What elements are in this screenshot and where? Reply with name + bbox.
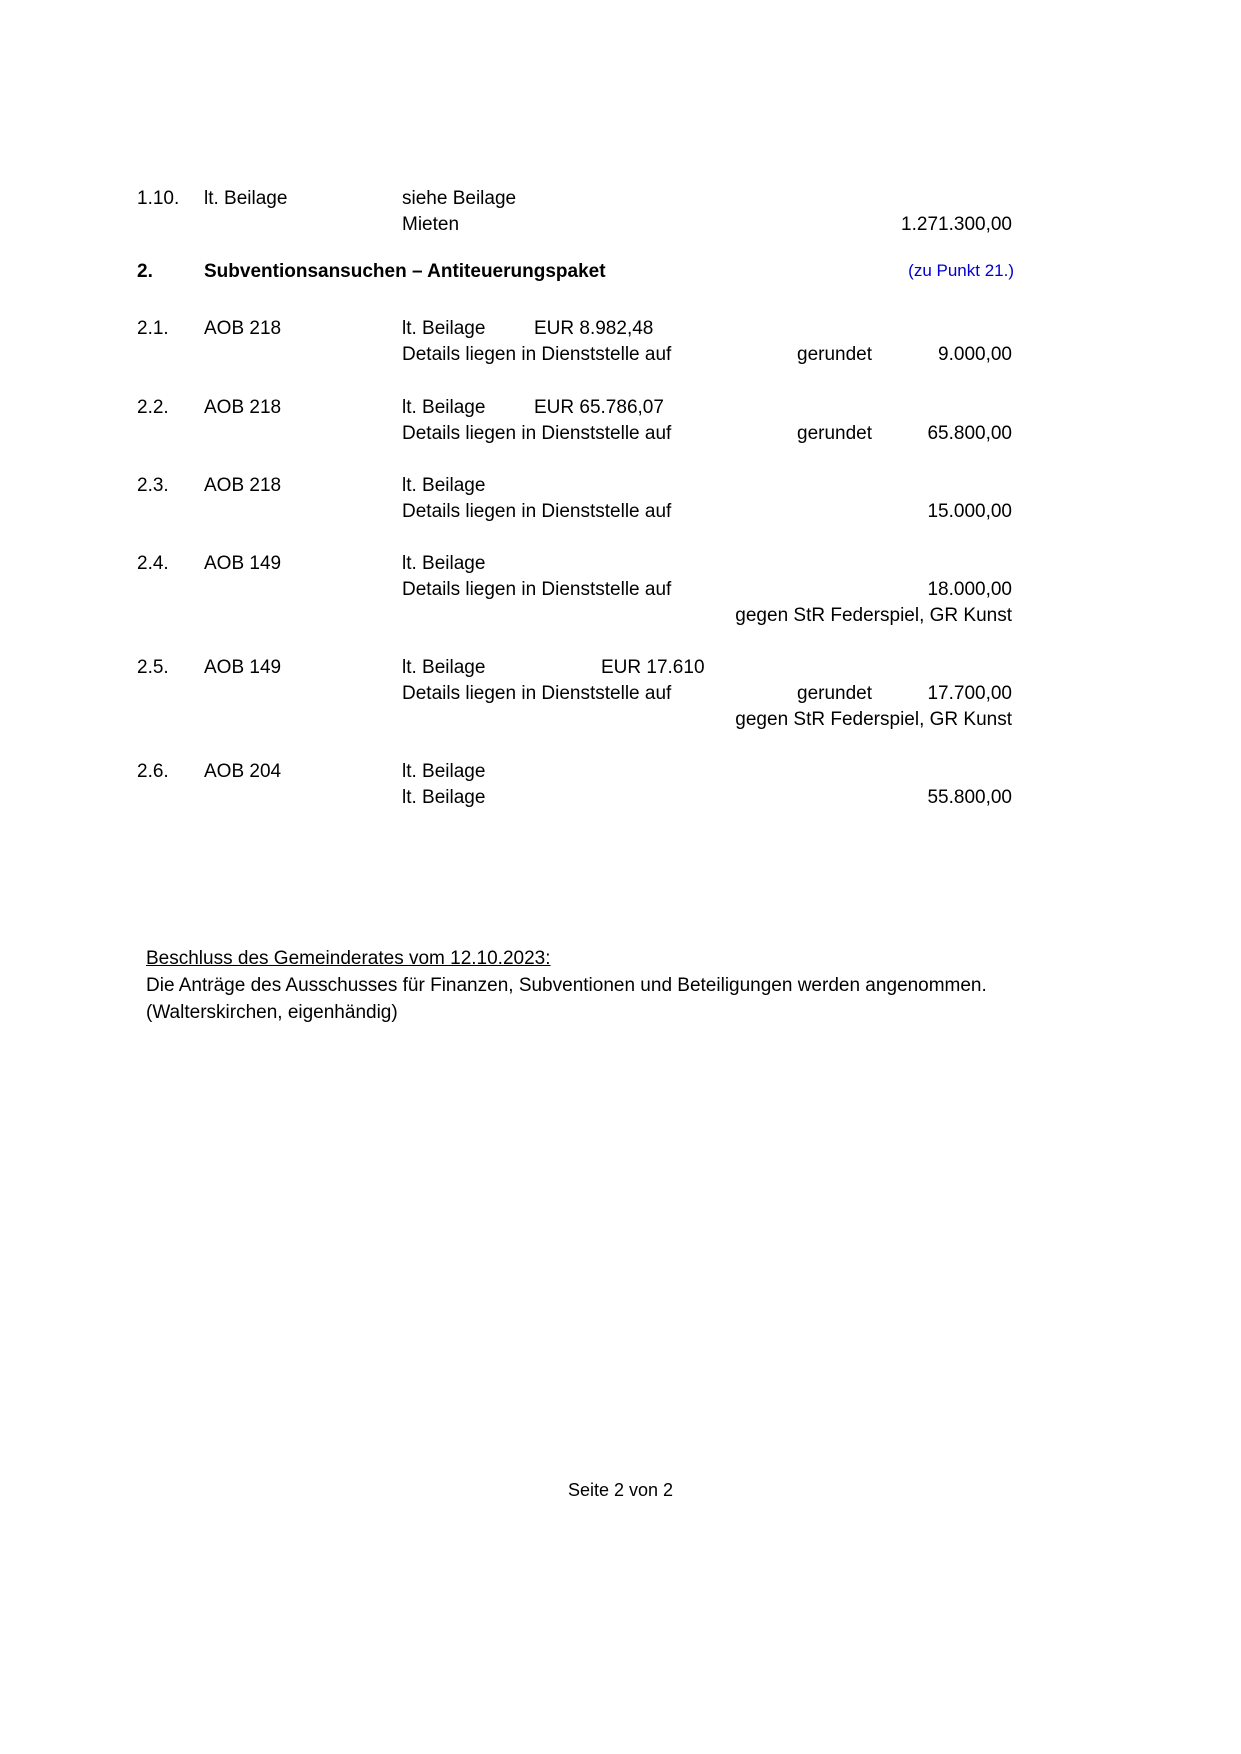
item-line: [0, 475, 1241, 501]
item-amount: 17.700,00: [927, 683, 1012, 704]
item-amount: 15.000,00: [927, 501, 1012, 522]
item-line: [0, 605, 1241, 631]
item-description: lt. Beilage: [402, 475, 486, 496]
line-item-2-3: [0, 475, 1241, 527]
page-number-footer: Seite 2 von 2: [567, 1480, 674, 1500]
item-code: AOB 149: [204, 553, 282, 574]
item-amount: 55.800,00: [927, 787, 1012, 808]
item-description: lt. Beilage: [402, 657, 486, 678]
item-description: lt. Beilage: [402, 787, 486, 808]
resolution-heading: Beschluss des Gemeinderates vom 12.10.2023:: [146, 948, 551, 969]
item-number: 2.5.: [137, 657, 169, 678]
resolution-block: [146, 945, 1106, 1026]
item-line: [0, 761, 1241, 787]
item-amount: 1.271.300,00: [901, 214, 1012, 235]
line-item-2-2: [0, 397, 1241, 449]
line-item-2-5: [0, 657, 1241, 735]
item-number: 1.10.: [137, 188, 180, 209]
item-number: 2.1.: [137, 318, 169, 339]
item-line: [0, 683, 1241, 709]
section-title: Subventionsansuchen – Antiteuerungspaket: [204, 261, 606, 282]
item-description: Details liegen in Dienststelle auf: [402, 344, 672, 365]
item-description: lt. Beilage: [402, 761, 486, 782]
line-item-2-1: [0, 318, 1241, 370]
item-line: [0, 787, 1241, 813]
item-eur-value: EUR 17.610: [601, 657, 705, 678]
point-reference-link[interactable]: (zu Punkt 21.): [908, 261, 1014, 280]
resolution-body: Die Anträge des Ausschusses für Finanzen, Subventionen und Beteiligungen werden angenommen.: [146, 975, 987, 996]
line-item-2-6: [0, 761, 1241, 813]
rounded-label: gerundet: [797, 423, 873, 444]
item-vote-note: gegen StR Federspiel, GR Kunst: [735, 709, 1012, 730]
item-code: AOB 204: [204, 761, 282, 782]
item-number: 2.4.: [137, 553, 169, 574]
item-description: Mieten: [402, 214, 460, 235]
line-item-2-4: [0, 553, 1241, 631]
item-line: [0, 423, 1241, 449]
item-description: lt. Beilage: [402, 397, 486, 418]
item-description: Details liegen in Dienststelle auf: [402, 579, 672, 600]
item-line: [0, 579, 1241, 605]
item-description: lt. Beilage: [402, 318, 486, 339]
item-amount: 9.000,00: [938, 344, 1012, 365]
item-code: AOB 149: [204, 657, 282, 678]
item-number: 2.2.: [137, 397, 169, 418]
section-heading-row: [0, 261, 1241, 288]
item-code: AOB 218: [204, 475, 282, 496]
item-line: [0, 657, 1241, 683]
item-amount: 18.000,00: [927, 579, 1012, 600]
item-code: AOB 218: [204, 397, 282, 418]
item-line: [0, 188, 1241, 214]
item-line: [0, 397, 1241, 423]
item-eur-value: EUR 65.786,07: [534, 397, 664, 418]
item-line: [0, 501, 1241, 527]
item-line: [0, 318, 1241, 344]
item-label: lt. Beilage: [204, 188, 288, 209]
rounded-label: gerundet: [797, 344, 873, 365]
item-line: [0, 553, 1241, 579]
item-description: Details liegen in Dienststelle auf: [402, 423, 672, 444]
rounded-label: gerundet: [797, 683, 873, 704]
item-line: [0, 344, 1241, 370]
item-description: Details liegen in Dienststelle auf: [402, 501, 672, 522]
line-item-1-10: [0, 188, 1241, 240]
item-code: AOB 218: [204, 318, 282, 339]
item-number: 2.3.: [137, 475, 169, 496]
resolution-signature: (Walterskirchen, eigenhändig): [146, 1002, 398, 1023]
item-vote-note: gegen StR Federspiel, GR Kunst: [735, 605, 1012, 626]
section-number: 2.: [137, 261, 153, 282]
item-line: [0, 214, 1241, 240]
item-description: lt. Beilage: [402, 553, 486, 574]
item-line: [0, 709, 1241, 735]
item-eur-value: EUR 8.982,48: [534, 318, 654, 339]
item-amount: 65.800,00: [927, 423, 1012, 444]
item-number: 2.6.: [137, 761, 169, 782]
item-description: siehe Beilage: [402, 188, 517, 209]
item-description: Details liegen in Dienststelle auf: [402, 683, 672, 704]
